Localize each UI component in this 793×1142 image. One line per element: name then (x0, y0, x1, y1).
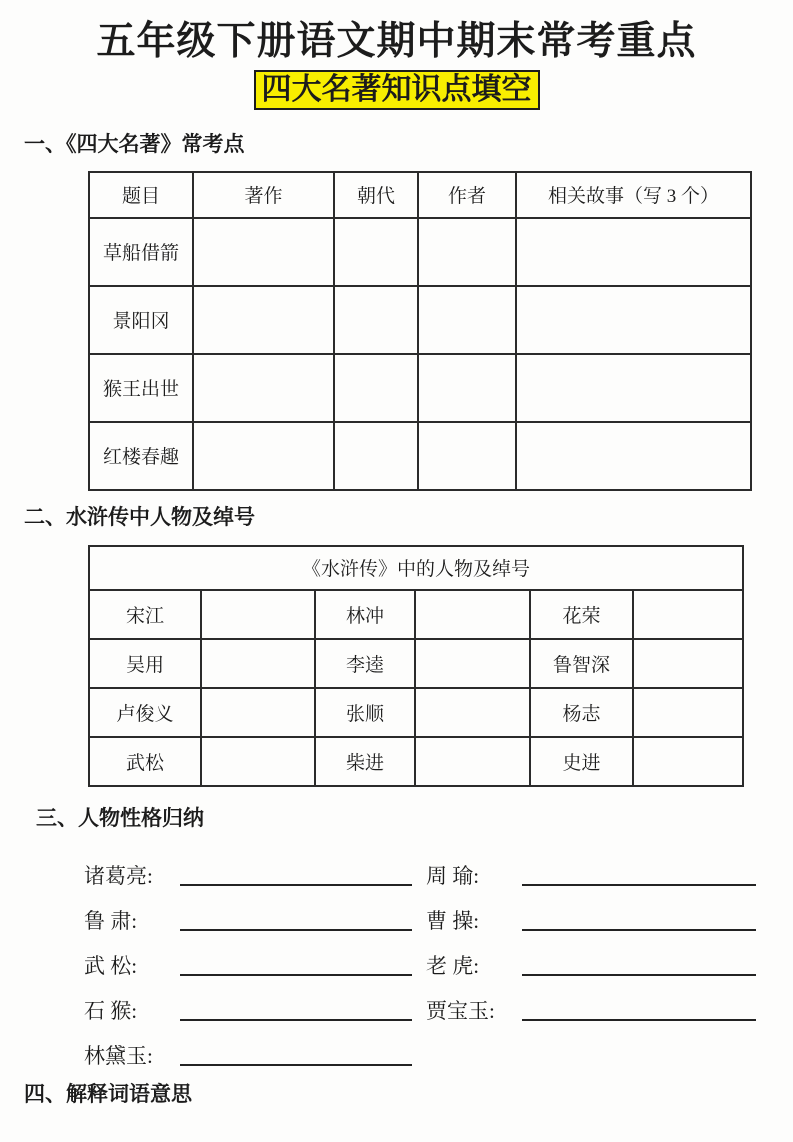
classics-answer-cell (193, 286, 334, 354)
shuihu-header-row (89, 546, 743, 590)
classics-answer-cell (334, 218, 418, 286)
classics-topic-cell: 红楼春趣 (89, 422, 193, 490)
highlighted-subtitle: 四大名著知识点填空 (254, 70, 540, 111)
character-label: 曹 操: (426, 908, 480, 933)
shuihu-character-cell: 李逵 (315, 639, 415, 688)
answer-blank-line (180, 884, 412, 886)
table-row (89, 286, 751, 354)
character-label: 诸葛亮: (84, 863, 153, 888)
table-row (89, 688, 743, 737)
section-heading-explain-words: 四、解释词语意思 (24, 1082, 192, 1106)
character-label: 石 猴: (84, 998, 138, 1023)
personality-row (426, 900, 770, 933)
classics-answer-cell (418, 354, 516, 422)
shuihu-character-cell: 卢俊义 (89, 688, 201, 737)
shuihu-nickname-cell (633, 688, 743, 737)
classics-col-header-stories: 相关故事（写 3 个） (516, 172, 751, 218)
classics-answer-cell (193, 354, 334, 422)
answer-blank-line (180, 1064, 412, 1066)
character-label: 贾宝玉: (426, 998, 495, 1023)
shuihu-nickname-cell (633, 590, 743, 639)
shuihu-nickname-cell (633, 639, 743, 688)
shuihu-nickname-cell (633, 737, 743, 786)
shuihu-character-cell: 吴用 (89, 639, 201, 688)
shuihu-merged-header: 《水浒传》中的人物及绰号 (89, 546, 743, 590)
classics-answer-cell (193, 218, 334, 286)
character-label: 武 松: (84, 953, 138, 978)
answer-blank-line (180, 974, 412, 976)
section-heading-personality: 三、人物性格归纳 (36, 806, 204, 830)
shuihu-nickname-cell (415, 688, 530, 737)
character-label: 鲁 肃: (84, 908, 138, 933)
shuihu-character-cell: 林冲 (315, 590, 415, 639)
character-label: 老 虎: (426, 953, 480, 978)
shuihu-table (88, 545, 744, 787)
shuihu-nickname-cell (201, 737, 315, 786)
classics-topic-cell: 猴王出世 (89, 354, 193, 422)
classics-col-header-dynasty: 朝代 (334, 172, 418, 218)
classics-col-header-topic: 题目 (89, 172, 193, 218)
classics-answer-cell (418, 286, 516, 354)
classics-answer-cell (334, 422, 418, 490)
classics-answer-cell (516, 422, 751, 490)
shuihu-nickname-cell (201, 639, 315, 688)
table-row (89, 422, 751, 490)
table-row (89, 639, 743, 688)
personality-row (84, 945, 426, 978)
shuihu-nickname-cell (415, 737, 530, 786)
shuihu-nickname-cell (415, 590, 530, 639)
page-title: 五年级下册语文期中期末常考重点 (96, 20, 697, 63)
classics-answer-cell (334, 354, 418, 422)
personality-row (426, 945, 770, 978)
personality-row (84, 900, 426, 933)
shuihu-character-cell: 史进 (530, 737, 633, 786)
classics-topic-cell: 景阳冈 (89, 286, 193, 354)
shuihu-nickname-cell (201, 688, 315, 737)
classics-table (88, 171, 752, 491)
shuihu-character-cell: 宋江 (89, 590, 201, 639)
answer-blank-line (180, 929, 412, 931)
shuihu-character-cell: 张顺 (315, 688, 415, 737)
table-row (89, 218, 751, 286)
personality-row (84, 855, 426, 888)
classics-topic-cell: 草船借箭 (89, 218, 193, 286)
subtitle-container (0, 70, 793, 111)
answer-blank-line (180, 1019, 412, 1021)
classics-answer-cell (193, 422, 334, 490)
answer-blank-line (522, 929, 756, 931)
answer-blank-line (522, 884, 756, 886)
shuihu-character-cell: 花荣 (530, 590, 633, 639)
classics-answer-cell (516, 218, 751, 286)
character-label: 周 瑜: (426, 863, 480, 888)
shuihu-nickname-cell (201, 590, 315, 639)
classics-answer-cell (418, 422, 516, 490)
classics-answer-cell (418, 218, 516, 286)
section-heading-classics: 一、《四大名著》常考点 (24, 133, 245, 157)
classics-answer-cell (334, 286, 418, 354)
personality-fill-grid (84, 855, 770, 1068)
table-row (89, 354, 751, 422)
classics-answer-cell (516, 354, 751, 422)
personality-row (84, 990, 426, 1023)
classics-col-header-work: 著作 (193, 172, 334, 218)
personality-row (426, 990, 770, 1023)
personality-row (426, 855, 770, 888)
shuihu-nickname-cell (415, 639, 530, 688)
shuihu-character-cell: 柴进 (315, 737, 415, 786)
answer-blank-line (522, 974, 756, 976)
answer-blank-line (522, 1019, 756, 1021)
classics-answer-cell (516, 286, 751, 354)
classics-header-row (89, 172, 751, 218)
shuihu-character-cell: 鲁智深 (530, 639, 633, 688)
table-row (89, 590, 743, 639)
character-label: 林黛玉: (84, 1043, 153, 1068)
shuihu-character-cell: 武松 (89, 737, 201, 786)
section-heading-shuihu: 二、水浒传中人物及绰号 (24, 505, 255, 529)
shuihu-character-cell: 杨志 (530, 688, 633, 737)
classics-col-header-author: 作者 (418, 172, 516, 218)
personality-row (84, 1035, 426, 1068)
table-row (89, 737, 743, 786)
